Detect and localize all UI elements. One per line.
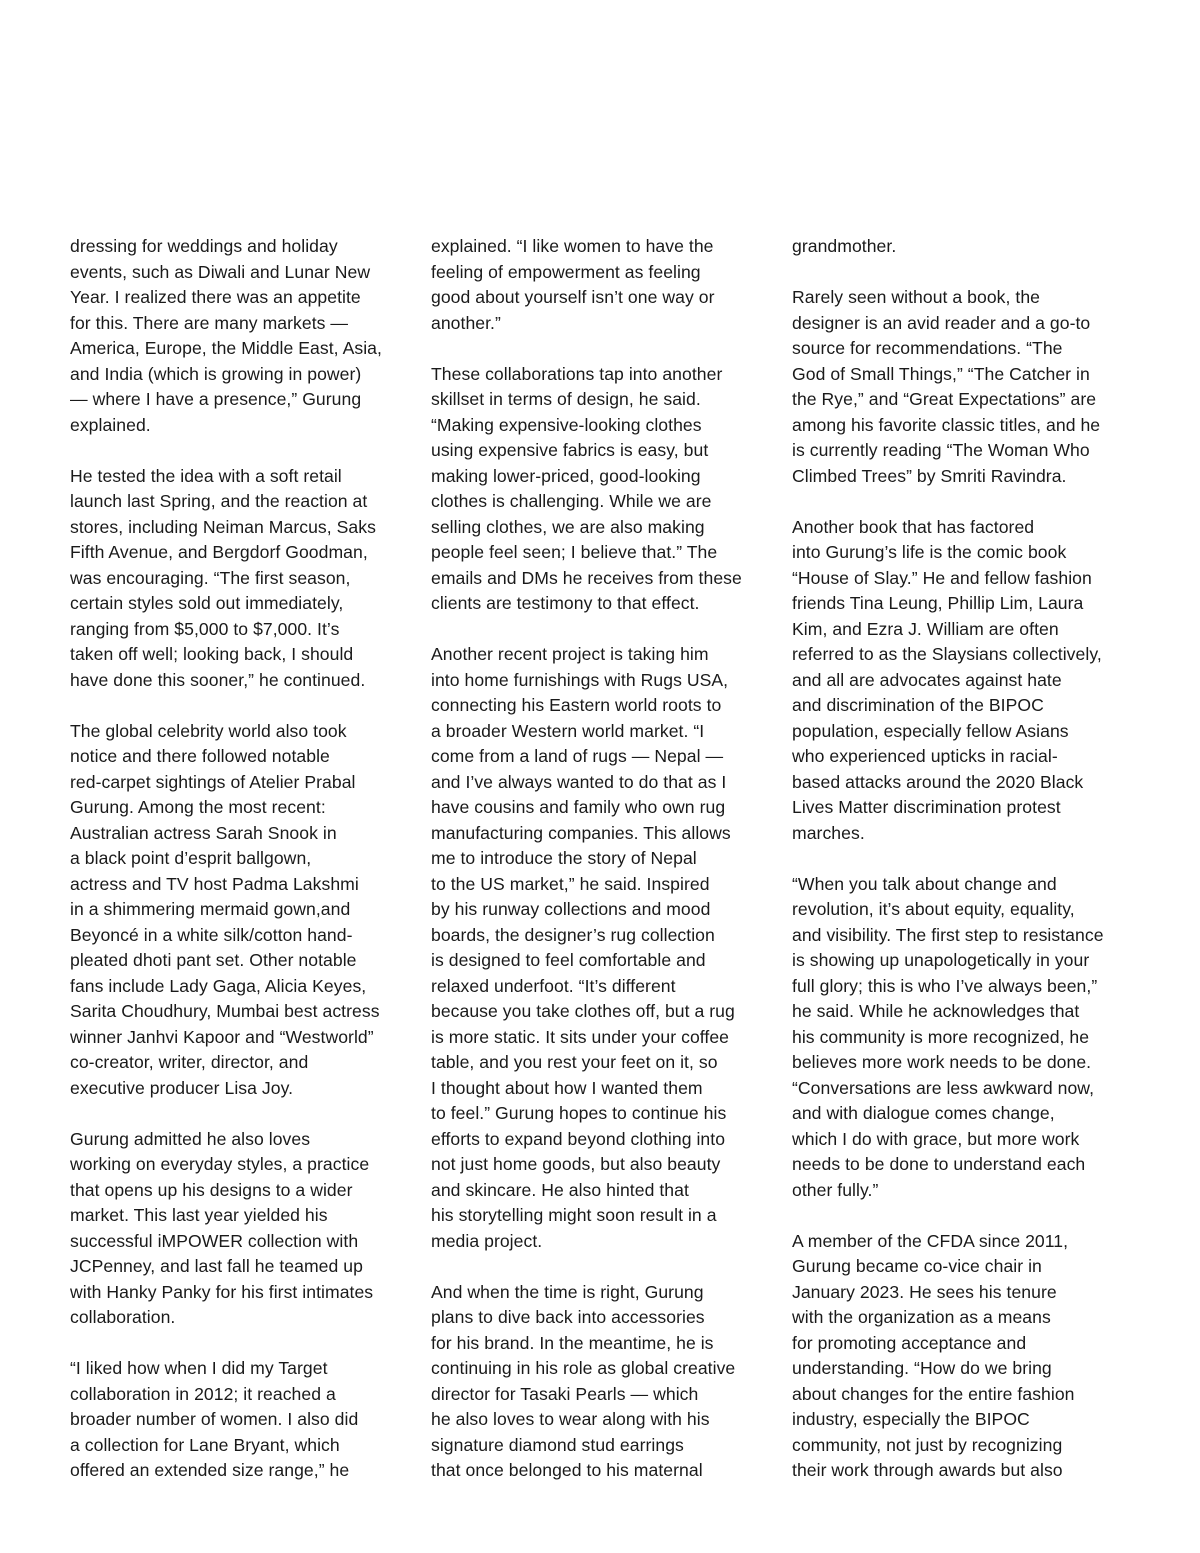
article-body xyxy=(70,234,1130,1524)
text-line: he also loves to wear along with his xyxy=(431,1409,710,1429)
text-line: their work through awards but also xyxy=(792,1460,1063,1480)
paragraph xyxy=(431,1280,771,1484)
text-line: ranging from $5,000 to $7,000. It’s xyxy=(70,618,340,639)
text-line: The global celebrity world also took xyxy=(70,720,347,741)
text-line: relaxed underfoot. “It’s different xyxy=(431,975,676,996)
text-line: “I liked how when I did my Target xyxy=(70,1358,328,1378)
text-line: referred to as the Slaysians collectively, xyxy=(792,644,1102,664)
text-line: signature diamond stud earrings xyxy=(431,1434,684,1455)
text-line: who experienced upticks in racial- xyxy=(792,746,1058,766)
text-line: notice and there followed notable xyxy=(70,746,330,766)
text-line: Another recent project is taking him xyxy=(431,644,709,664)
text-line: a broader Western world market. “I xyxy=(431,720,705,741)
text-line: working on everyday styles, a practice xyxy=(70,1154,370,1174)
text-line: come from a land of rugs — Nepal — xyxy=(431,746,724,766)
text-line: Sarita Choudhury, Mumbai best actress xyxy=(70,1001,380,1021)
text-line: is designed to feel comfortable and xyxy=(431,950,706,970)
text-line: with Hanky Panky for his first intimates xyxy=(70,1281,374,1302)
paragraph xyxy=(792,285,1132,489)
text-line: with the organization as a means xyxy=(792,1307,1051,1327)
text-line: and skincare. He also hinted that xyxy=(431,1179,689,1200)
text-line: He tested the idea with a soft retail xyxy=(70,465,342,486)
text-line: full glory; this is who I’ve always been,” xyxy=(792,975,1098,996)
text-line: And when the time is right, Gurung xyxy=(431,1281,704,1302)
paragraph xyxy=(70,1127,410,1331)
text-line: media project. xyxy=(431,1230,543,1251)
paragraph xyxy=(792,1229,1132,1484)
text-line: feeling of empowerment as feeling xyxy=(431,261,701,282)
column-1 xyxy=(70,234,410,1484)
paragraph xyxy=(70,1356,410,1484)
text-line: collaboration. xyxy=(70,1307,176,1327)
column-3 xyxy=(792,234,1132,1484)
text-line: table, and you rest your feet on it, so xyxy=(431,1052,718,1072)
text-line: understanding. “How do we bring xyxy=(792,1358,1052,1378)
text-line: red-carpet sightings of Atelier Prabal xyxy=(70,771,356,792)
text-line: that once belonged to his maternal xyxy=(431,1460,703,1480)
text-line: events, such as Diwali and Lunar New xyxy=(70,261,371,282)
text-line: making lower-priced, good-looking xyxy=(431,465,701,486)
text-line: is currently reading “The Woman Who xyxy=(792,440,1090,460)
text-line: Gurung. Among the most recent: xyxy=(70,797,326,817)
text-line: “When you talk about change and xyxy=(792,873,1057,894)
text-line: successful iMPOWER collection with xyxy=(70,1230,359,1251)
text-line: “Conversations are less awkward now, xyxy=(792,1077,1095,1098)
paragraph xyxy=(431,362,771,617)
text-line: dressing for weddings and holiday xyxy=(70,236,338,256)
text-line: Lives Matter discrimination protest xyxy=(792,797,1061,817)
text-line: certain styles sold out immediately, xyxy=(70,593,344,613)
paragraph xyxy=(70,464,410,694)
text-line: Rarely seen without a book, the xyxy=(792,287,1041,307)
text-line: Gurung became co-vice chair in xyxy=(792,1256,1042,1276)
text-line: boards, the designer’s rug collection xyxy=(431,924,715,945)
text-line: continuing in his role as global creative xyxy=(431,1358,736,1378)
text-line: the Rye,” and “Great Expectations” are xyxy=(792,389,1097,409)
text-line: launch last Spring, and the reaction at xyxy=(70,491,368,511)
text-line: pleated dhoti pant set. Other notable xyxy=(70,950,357,970)
text-line: because you take clothes off, but a rug xyxy=(431,1001,735,1021)
text-line: collaboration in 2012; it reached a xyxy=(70,1383,336,1404)
text-line: co-creator, writer, director, and xyxy=(70,1052,309,1072)
text-line: stores, including Neiman Marcus, Saks xyxy=(70,516,376,537)
column-2 xyxy=(431,234,771,1484)
text-line: Beyoncé in a white silk/cotton hand- xyxy=(70,924,353,945)
text-line: taken off well; looking back, I should xyxy=(70,644,354,664)
text-line: by his runway collections and mood xyxy=(431,899,711,919)
text-line: is showing up unapologetically in your xyxy=(792,950,1090,970)
text-line: Climbed Trees” by Smriti Ravindra. xyxy=(792,465,1067,486)
paragraph xyxy=(792,234,1132,260)
text-line: his community is more recognized, he xyxy=(792,1026,1090,1047)
text-line: not just home goods, but also beauty xyxy=(431,1154,721,1174)
text-line: selling clothes, we are also making xyxy=(431,516,705,537)
text-line: people feel seen; I believe that.” The xyxy=(431,542,718,562)
text-line: God of Small Things,” “The Catcher in xyxy=(792,363,1090,384)
text-line: I thought about how I wanted them xyxy=(431,1077,703,1098)
text-line: into home furnishings with Rugs USA, xyxy=(431,669,729,690)
text-line: director for Tasaki Pearls — which xyxy=(431,1383,699,1404)
text-line: good about yourself isn’t one way or xyxy=(431,287,715,307)
text-line: is more static. It sits under your coffee xyxy=(431,1026,730,1047)
text-line: friends Tina Leung, Phillip Lim, Laura xyxy=(792,593,1084,613)
text-line: me to introduce the story of Nepal xyxy=(431,848,697,868)
text-line: for this. There are many markets — xyxy=(70,312,349,333)
text-line: JCPenney, and last fall he teamed up xyxy=(70,1256,363,1276)
text-line: marches. xyxy=(792,822,865,843)
text-line: and all are advocates against hate xyxy=(792,669,1062,690)
text-line: plans to dive back into accessories xyxy=(431,1307,705,1327)
text-line: connecting his Eastern world roots to xyxy=(431,695,722,715)
text-line: believes more work needs to be done. xyxy=(792,1052,1092,1072)
text-line: and discrimination of the BIPOC xyxy=(792,695,1044,715)
text-line: for his brand. In the meantime, he is xyxy=(431,1332,714,1353)
text-line: that opens up his designs to a wider xyxy=(70,1179,353,1200)
text-line: clients are testimony to that effect. xyxy=(431,593,700,613)
text-line: Kim, and Ezra J. William are often xyxy=(792,618,1059,639)
text-line: community, not just by recognizing xyxy=(792,1434,1063,1455)
text-line: which I do with grace, but more work xyxy=(792,1128,1080,1149)
text-line: to feel.” Gurung hopes to continue his xyxy=(431,1103,727,1123)
text-line: January 2023. He sees his tenure xyxy=(792,1281,1057,1302)
text-line: A member of the CFDA since 2011, xyxy=(792,1230,1069,1251)
paragraph xyxy=(431,642,771,1254)
text-line: Year. I realized there was an appetite xyxy=(70,287,361,307)
text-line: offered an extended size range,” he xyxy=(70,1460,350,1480)
text-line: a collection for Lane Bryant, which xyxy=(70,1434,340,1455)
text-line: about changes for the entire fashion xyxy=(792,1383,1075,1404)
text-line: Another book that has factored xyxy=(792,516,1035,537)
text-line: based attacks around the 2020 Black xyxy=(792,771,1084,792)
text-line: was encouraging. “The first season, xyxy=(70,567,351,588)
text-line: grandmother. xyxy=(792,236,897,256)
text-line: designer is an avid reader and a go-to xyxy=(792,312,1091,333)
text-line: he said. While he acknowledges that xyxy=(792,1001,1080,1021)
text-line: manufacturing companies. This allows xyxy=(431,822,731,843)
text-line: emails and DMs he receives from these xyxy=(431,567,742,588)
text-line: market. This last year yielded his xyxy=(70,1205,328,1225)
text-line: actress and TV host Padma Lakshmi xyxy=(70,873,359,894)
text-line: explained. xyxy=(70,414,151,435)
paragraph xyxy=(70,719,410,1102)
text-line: efforts to expand beyond clothing into xyxy=(431,1128,726,1149)
text-line: These collaborations tap into another xyxy=(431,363,723,384)
text-line: and India (which is growing in power) xyxy=(70,363,362,384)
text-line: needs to be done to understand each xyxy=(792,1154,1086,1174)
text-line: broader number of women. I also did xyxy=(70,1409,359,1429)
text-line: have done this sooner,” he continued. xyxy=(70,669,366,690)
text-line: have cousins and family who own rug xyxy=(431,797,726,817)
text-line: explained. “I like women to have the xyxy=(431,236,714,256)
text-line: and I’ve always wanted to do that as I xyxy=(431,771,727,792)
text-line: among his favorite classic titles, and he xyxy=(792,414,1101,435)
text-line: fans include Lady Gaga, Alicia Keyes, xyxy=(70,975,367,996)
text-line: Gurung admitted he also loves xyxy=(70,1128,311,1149)
paragraph xyxy=(70,234,410,438)
text-line: population, especially fellow Asians xyxy=(792,720,1069,741)
text-line: revolution, it’s about equity, equality, xyxy=(792,899,1075,919)
text-line: his storytelling might soon result in a xyxy=(431,1205,717,1225)
text-line: executive producer Lisa Joy. xyxy=(70,1077,294,1098)
text-line: a black point d’esprit ballgown, xyxy=(70,848,312,868)
text-line: to the US market,” he said. Inspired xyxy=(431,873,710,894)
text-line: America, Europe, the Middle East, Asia, xyxy=(70,338,382,358)
text-line: in a shimmering mermaid gown,and xyxy=(70,899,351,919)
text-line: Fifth Avenue, and Bergdorf Goodman, xyxy=(70,542,368,562)
paragraph xyxy=(792,872,1132,1204)
text-line: and with dialogue comes change, xyxy=(792,1103,1055,1123)
text-line: skillset in terms of design, he said. xyxy=(431,389,701,409)
text-line: into Gurung’s life is the comic book xyxy=(792,542,1067,562)
text-line: another.” xyxy=(431,312,501,333)
text-line: “Making expensive-looking clothes xyxy=(431,414,702,435)
text-line: other fully.” xyxy=(792,1179,879,1200)
text-line: for promoting acceptance and xyxy=(792,1332,1027,1353)
text-line: — where I have a presence,” Gurung xyxy=(70,389,362,409)
paragraph xyxy=(792,515,1132,847)
text-line: winner Janhvi Kapoor and “Westworld” xyxy=(70,1026,374,1047)
text-line: Australian actress Sarah Snook in xyxy=(70,822,337,843)
text-line: source for recommendations. “The xyxy=(792,338,1063,358)
text-line: “House of Slay.” He and fellow fashion xyxy=(792,567,1092,588)
text-line: using expensive fabrics is easy, but xyxy=(431,440,709,460)
text-line: industry, especially the BIPOC xyxy=(792,1409,1030,1429)
paragraph xyxy=(431,234,771,336)
text-line: and visibility. The first step to resistance xyxy=(792,924,1104,945)
text-line: clothes is challenging. While we are xyxy=(431,491,712,511)
